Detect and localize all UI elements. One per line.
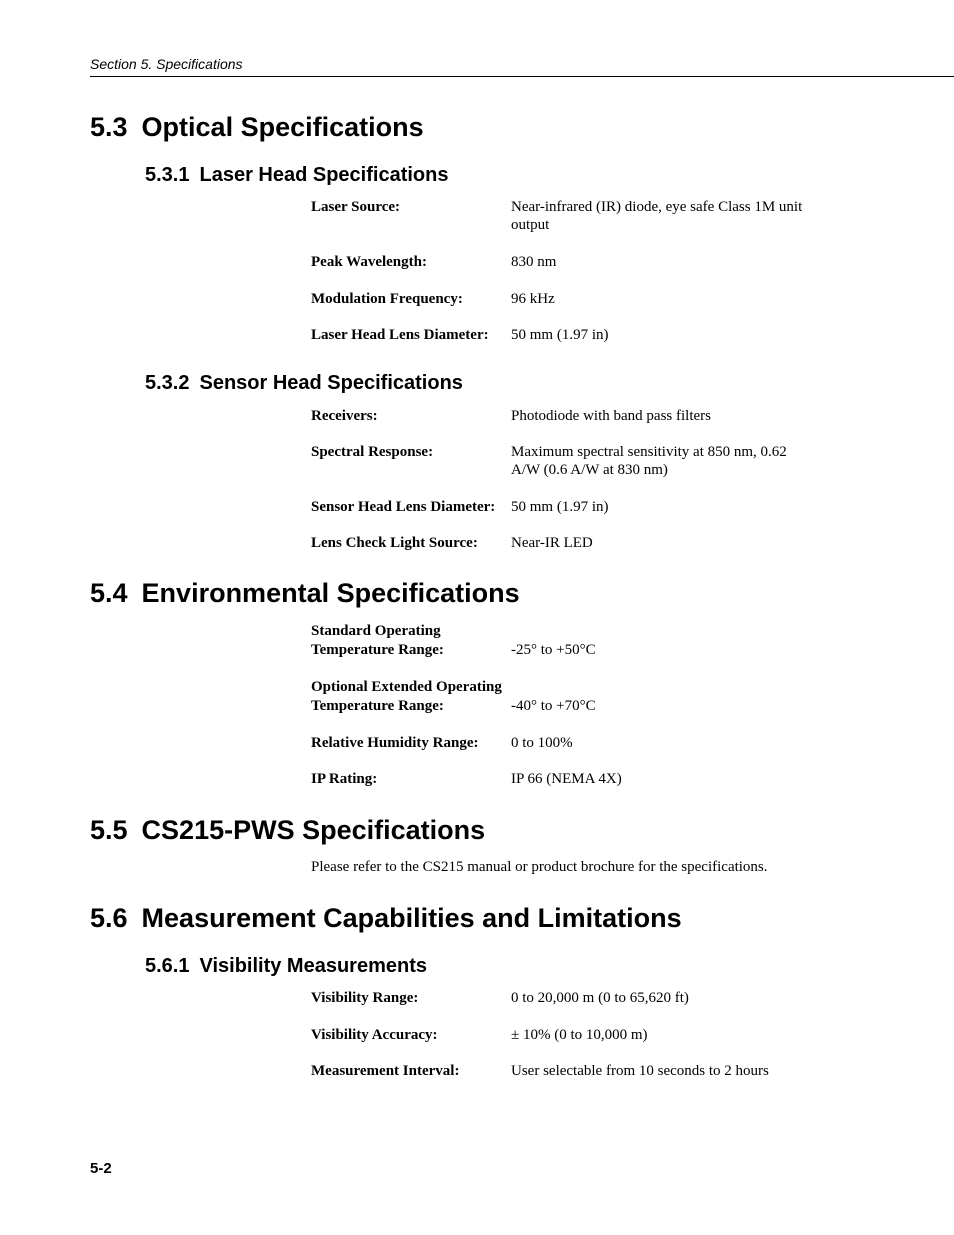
spec-label-line: Standard Operating — [311, 623, 441, 639]
spec-label: Laser Source: — [311, 199, 401, 215]
heading-5-6 — [90, 903, 682, 934]
heading-title: Laser Head Specifications — [199, 164, 449, 186]
spec-value: 50 mm (1.97 in) — [511, 327, 609, 343]
spec-label-line: Temperature Range: — [311, 698, 444, 714]
spec-label: Measurement Interval: — [311, 1063, 460, 1079]
spec-label: Visibility Range: — [311, 990, 419, 1006]
spec-label: Spectral Response: — [311, 444, 434, 460]
spec-label: Modulation Frequency: — [311, 291, 463, 307]
heading-number: 5.3 — [90, 112, 128, 142]
heading-5-5 — [90, 815, 485, 846]
spec-label: Peak Wavelength: — [311, 254, 427, 270]
body-paragraph: Please refer to the CS215 manual or product brochure for the specifications. — [311, 859, 768, 875]
spec-value: Photodiode with band pass filters — [511, 408, 711, 424]
spec-label: Laser Head Lens Diameter: — [311, 327, 489, 343]
spec-value: 50 mm (1.97 in) — [511, 499, 609, 515]
spec-value: ± 10% (0 to 10,000 m) — [511, 1027, 648, 1043]
heading-number: 5.6 — [90, 903, 128, 933]
spec-value: 830 nm — [511, 254, 557, 270]
spec-value: 0 to 100% — [511, 735, 573, 751]
heading-title: Sensor Head Specifications — [199, 372, 463, 394]
heading-number: 5.5 — [90, 815, 128, 845]
heading-number: 5.6.1 — [145, 955, 190, 977]
heading-number: 5.4 — [90, 578, 128, 608]
heading-number: 5.3.1 — [145, 164, 190, 186]
spec-label: IP Rating: — [311, 771, 378, 787]
heading-5-3 — [90, 112, 424, 143]
running-header: Section 5. Specifications — [90, 56, 243, 72]
spec-label: Visibility Accuracy: — [311, 1027, 438, 1043]
spec-value: -25° to +50°C — [511, 642, 596, 658]
spec-value: 0 to 20,000 m (0 to 65,620 ft) — [511, 990, 689, 1006]
heading-title: Environmental Specifications — [141, 578, 520, 608]
spec-label: Lens Check Light Source: — [311, 535, 478, 551]
header-rule — [90, 76, 954, 77]
spec-value: Near-IR LED — [511, 535, 593, 551]
spec-value: Near-infrared (IR) diode, eye safe Class 1M unit output — [511, 199, 803, 233]
heading-title: Visibility Measurements — [199, 955, 427, 977]
page-number: 5-2 — [90, 1160, 112, 1177]
heading-title: CS215-PWS Specifications — [141, 815, 486, 845]
heading-number: 5.3.2 — [145, 372, 190, 394]
spec-value: Maximum spectral sensitivity at 850 nm, 0.62 A/W (0.6 A/W at 830 nm) — [511, 444, 787, 478]
spec-label: Relative Humidity Range: — [311, 735, 479, 751]
heading-5-4 — [90, 578, 520, 609]
spec-value: User selectable from 10 seconds to 2 hours — [511, 1063, 769, 1079]
heading-5-3-1 — [145, 164, 448, 187]
spec-label: Receivers: — [311, 408, 378, 424]
spec-value: -40° to +70°C — [511, 698, 596, 714]
heading-5-6-1 — [145, 955, 427, 978]
heading-5-3-2 — [145, 372, 463, 395]
heading-title: Optical Specifications — [141, 112, 424, 142]
heading-title: Measurement Capabilities and Limitations — [141, 903, 682, 933]
spec-value: IP 66 (NEMA 4X) — [511, 771, 622, 787]
spec-value: 96 kHz — [511, 291, 555, 307]
spec-label-line: Optional Extended Operating — [311, 679, 502, 695]
spec-label: Sensor Head Lens Diameter: — [311, 499, 496, 515]
spec-label-line: Temperature Range: — [311, 642, 444, 658]
